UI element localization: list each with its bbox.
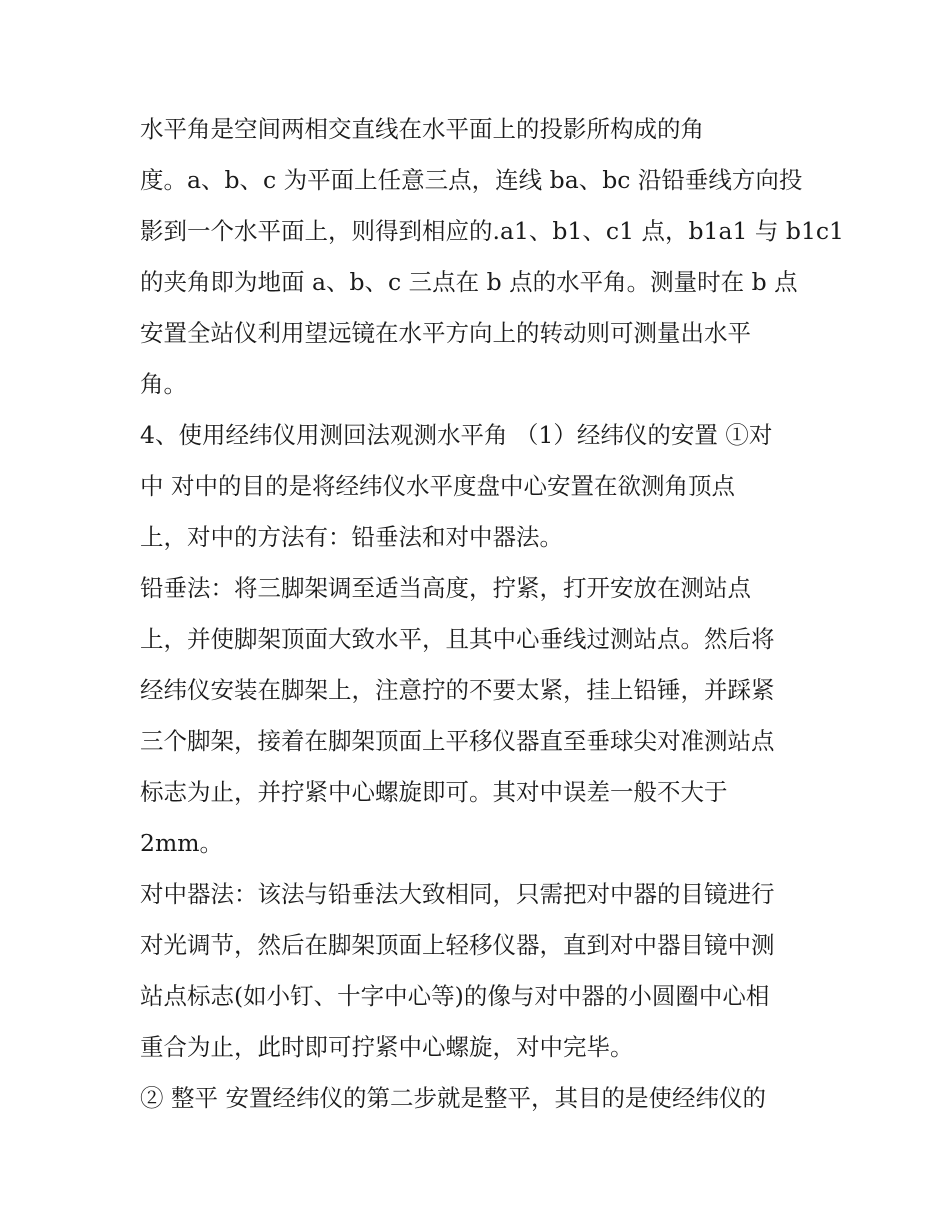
text-line: 标志为止，并拧紧中心螺旋即可。其对中误差一般不大于	[140, 778, 728, 806]
text-line: 4、使用经纬仪用测回法观测水平角 （1）经纬仪的安置 ①对	[140, 421, 773, 449]
text-line: 水平角是空间两相交直线在水平面上的投影所构成的角	[140, 115, 704, 143]
text-line: 度。a、b、c 为平面上任意三点，连线 ba、bc 沿铅垂线方向投	[140, 166, 803, 194]
text-line: 三个脚架，接着在脚架顶面上平移仪器直至垂球尖对准测站点	[140, 727, 775, 755]
text-line: 安置全站仪利用望远镜在水平方向上的转动则可测量出水平	[140, 319, 751, 347]
text-line: 站点标志(如小钉、十字中心等)的像与对中器的小圆圈中心相	[140, 982, 770, 1010]
text-line: 角。	[140, 370, 187, 398]
text-line: 上，并使脚架顶面大致水平，且其中心垂线过测站点。然后将	[140, 625, 775, 653]
text-line: 重合为止，此时即可拧紧中心螺旋，对中完毕。	[140, 1033, 634, 1061]
text-line: 上，对中的方法有：铅垂法和对中器法。	[140, 523, 563, 551]
text-line: 2mm。	[140, 829, 224, 857]
text-line: 中 对中的目的是将经纬仪水平度盘中心安置在欲测角顶点	[140, 472, 735, 500]
text-line: 铅垂法：将三脚架调至适当高度，拧紧，打开安放在测站点	[140, 574, 751, 602]
text-line: 的夹角即为地面 a、b、c 三点在 b 点的水平角。测量时在 b 点	[140, 268, 798, 296]
text-line: 影到一个水平面上，则得到相应的.a1、b1、c1 点，b1a1 与 b1c1	[140, 217, 845, 245]
text-line: 对中器法：该法与铅垂法大致相同，只需把对中器的目镜进行	[140, 880, 775, 908]
document-body	[140, 104, 845, 1124]
text-line: 经纬仪安装在脚架上，注意拧的不要太紧，挂上铅锤，并踩紧	[140, 676, 775, 704]
text-line: ② 整平 安置经纬仪的第二步就是整平，其目的是使经纬仪的	[140, 1084, 766, 1112]
text-line: 对光调节，然后在脚架顶面上轻移仪器，直到对中器目镜中测	[140, 931, 775, 959]
